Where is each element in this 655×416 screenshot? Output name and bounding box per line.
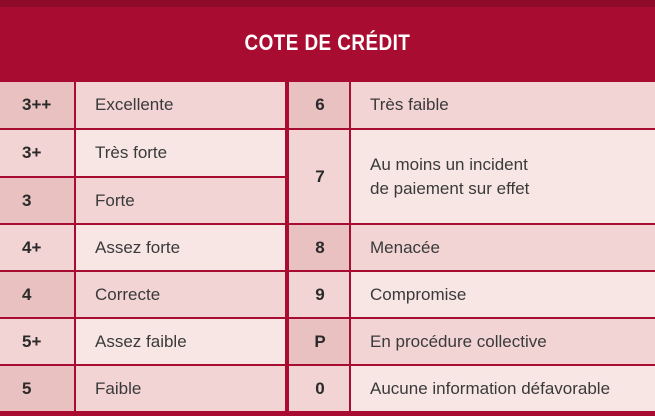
rating-code: 8 bbox=[289, 225, 349, 270]
table-row bbox=[0, 319, 285, 364]
rating-label: Faible bbox=[76, 366, 285, 411]
rating-label: Forte bbox=[76, 178, 285, 223]
rating-code: 5 bbox=[0, 366, 74, 411]
rating-code: 3 bbox=[0, 178, 74, 223]
rating-tables bbox=[0, 79, 655, 413]
rating-code: 3+ bbox=[0, 130, 74, 176]
rating-label: Assez faible bbox=[76, 319, 285, 364]
rating-code: 0 bbox=[289, 366, 349, 411]
rating-code: 5+ bbox=[0, 319, 74, 364]
table-row bbox=[0, 225, 285, 270]
header-bar bbox=[0, 7, 655, 79]
rating-code: P bbox=[289, 319, 349, 364]
rating-code: 9 bbox=[289, 272, 349, 317]
table-row bbox=[289, 82, 655, 128]
rating-code: 7 bbox=[289, 130, 349, 223]
rating-label: Correcte bbox=[76, 272, 285, 317]
rating-label bbox=[351, 130, 655, 223]
table-row bbox=[0, 272, 285, 317]
top-border bbox=[0, 0, 655, 7]
rating-code: 4 bbox=[0, 272, 74, 317]
table-row bbox=[289, 225, 655, 270]
table-row bbox=[0, 130, 285, 176]
rating-label: Aucune information défavorable bbox=[351, 366, 655, 411]
rating-label-line: de paiement sur effet bbox=[370, 178, 530, 198]
table-row bbox=[289, 319, 655, 364]
rating-code: 4+ bbox=[0, 225, 74, 270]
table-row bbox=[289, 130, 655, 223]
page-title: COTE DE CRÉDIT bbox=[244, 30, 411, 55]
rating-label: Excellente bbox=[76, 82, 285, 128]
rating-label: Compromise bbox=[351, 272, 655, 317]
rating-label: En procédure collective bbox=[351, 319, 655, 364]
rating-label: Menacée bbox=[351, 225, 655, 270]
table-row bbox=[0, 366, 285, 411]
table-row bbox=[289, 272, 655, 317]
table-row bbox=[289, 366, 655, 411]
rating-label-line: Au moins un incident bbox=[370, 154, 528, 174]
table-row bbox=[0, 82, 285, 128]
rating-label: Très faible bbox=[351, 82, 655, 128]
rating-code: 3++ bbox=[0, 82, 74, 128]
rating-label: Très forte bbox=[76, 130, 285, 176]
table-row bbox=[0, 178, 285, 223]
rating-code: 6 bbox=[289, 82, 349, 128]
rating-label: Assez forte bbox=[76, 225, 285, 270]
